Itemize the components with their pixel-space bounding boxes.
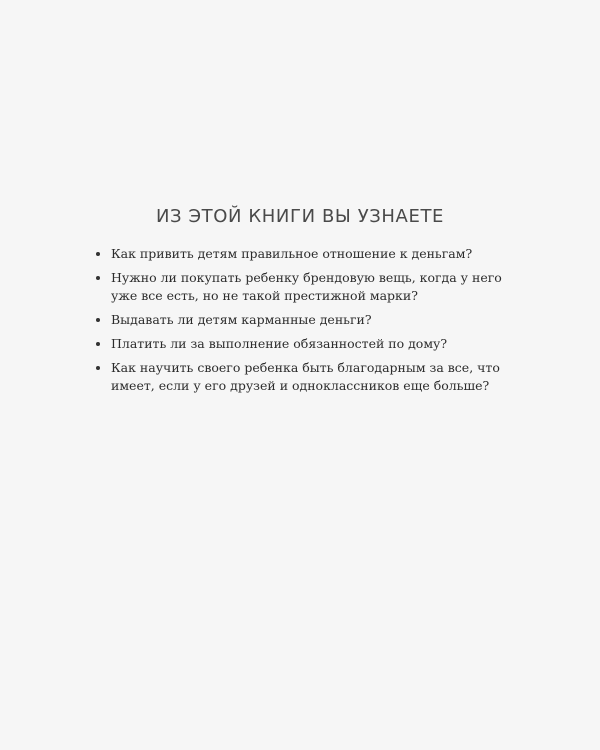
list-item: [95, 335, 515, 353]
list-item-text: Нужно ли покупать ребенку брендовую вещь, когда у него уже все есть, но не такой престижной марки?: [111, 270, 502, 303]
list-item: [95, 245, 515, 263]
questions-list: [95, 245, 515, 401]
bullet-icon: [96, 366, 100, 370]
bullet-icon: [96, 318, 100, 322]
list-item-text: Как научить своего ребенка быть благодарным за все, что имеет, если у его друзей и одноклассников еще больше?: [111, 360, 500, 393]
list-item-text: Платить ли за выполнение обязанностей по дому?: [111, 336, 448, 351]
bullet-icon: [96, 276, 100, 280]
list-item-text: Выдавать ли детям карманные деньги?: [111, 312, 372, 327]
list-item: [95, 269, 515, 305]
bullet-icon: [96, 252, 100, 256]
list-item: [95, 311, 515, 329]
page-heading: ИЗ ЭТОЙ КНИГИ ВЫ УЗНАЕТЕ: [155, 206, 445, 227]
list-item-text: Как привить детям правильное отношение к деньгам?: [111, 246, 473, 261]
list-item: [95, 359, 515, 395]
bullet-icon: [96, 342, 100, 346]
